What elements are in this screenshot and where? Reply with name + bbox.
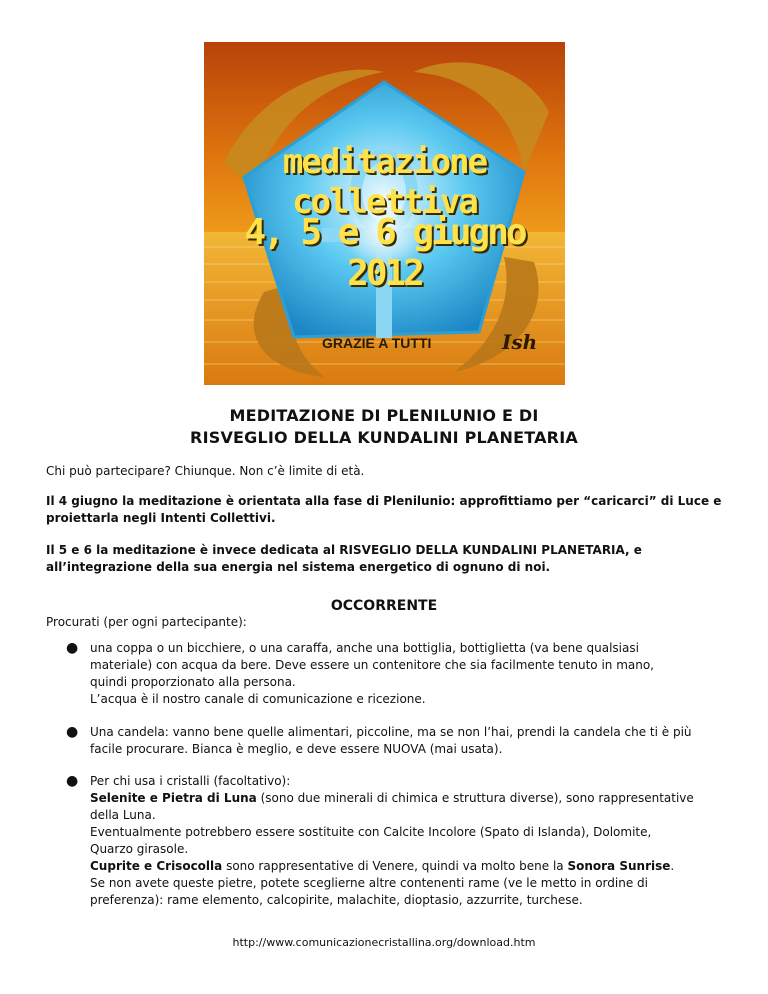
list-item-water bbox=[90, 640, 726, 708]
intro-june56 bbox=[46, 542, 726, 576]
banner-image bbox=[204, 42, 565, 385]
item3-line6-end: . bbox=[670, 859, 675, 873]
bullet-dot-2: ● bbox=[66, 724, 79, 740]
procurati-label: Procurati (per ogni partecipante): bbox=[46, 615, 247, 629]
heading-line1: MEDITAZIONE DI PLENILUNIO E DI bbox=[229, 406, 539, 425]
footer-url: http://www.comunicazionecristallina.org/download.htm bbox=[232, 936, 536, 949]
item3-sonora: Sonora Sunrise bbox=[567, 859, 671, 873]
intro-june4-line2: proiettarla negli Intenti Collettivi. bbox=[46, 511, 276, 525]
item3-cuprite: Cuprite e Crisocolla bbox=[90, 859, 223, 873]
item3-line7: Se non avete queste pietre, potete sceglierne altre contenenti rame (ve le metto in ordine di bbox=[90, 876, 648, 890]
item2-line2: facile procurare. Bianca è meglio, e deve essere NUOVA (mai usata). bbox=[90, 742, 503, 756]
banner-title-line2: 4, 5 e 6 giugno 2012 bbox=[244, 212, 525, 294]
item3-line6 bbox=[90, 858, 726, 875]
heading-line2: RISVEGLIO DELLA KUNDALINI PLANETARIA bbox=[190, 428, 578, 447]
intro-june56-line2: all’integrazione della sua energia nel sistema energetico di ognuno di noi. bbox=[46, 560, 551, 574]
banner-signature: Ish bbox=[502, 330, 538, 354]
bullet-dot-1: ● bbox=[66, 640, 79, 656]
intro-june4 bbox=[46, 493, 726, 527]
intro-who: Chi può partecipare? Chiunque. Non c’è limite di età. bbox=[46, 464, 365, 478]
banner-thanks: GRAZIE A TUTTI bbox=[322, 335, 432, 351]
item2-line1: Una candela: vanno bene quelle alimentari, piccoline, ma se non l’hai, prendi la candela che ti è più bbox=[90, 725, 692, 739]
item3-line4: Eventualmente potrebbero essere sostituite con Calcite Incolore (Spato di Islanda), Dolomite, bbox=[90, 825, 652, 839]
item3-line5: Quarzo girasole. bbox=[90, 842, 189, 856]
banner-title-line1: meditazione collettiva bbox=[282, 142, 487, 222]
item3-line1: Per chi usa i cristalli (facoltativo): bbox=[90, 774, 291, 788]
item3-line6-rest: sono rappresentative di Venere, quindi va molto bene la bbox=[222, 859, 568, 873]
item3-line2 bbox=[90, 790, 726, 807]
item3-line8: preferenza): rame elemento, calcopirite, malachite, dioptasio, azzurrite, turchese. bbox=[90, 893, 583, 907]
section-title-occorrente: OCCORRENTE bbox=[330, 598, 438, 614]
item3-line3: della Luna. bbox=[90, 808, 156, 822]
item3-line2-rest: (sono due minerali di chimica e struttura diverse), sono rappresentative bbox=[256, 791, 694, 805]
intro-june56-line1: Il 5 e 6 la meditazione è invece dedicata al RISVEGLIO DELLA KUNDALINI PLANETARIA, e bbox=[46, 543, 642, 557]
item1-line4: L’acqua è il nostro canale di comunicazione e ricezione. bbox=[90, 692, 426, 706]
list-item-candle bbox=[90, 724, 726, 758]
item1-line1: una coppa o un bicchiere, o una caraffa, anche una bottiglia, bottiglietta (va bene qualsiasi bbox=[90, 641, 639, 655]
intro-june4-line1: Il 4 giugno la meditazione è orientata alla fase di Plenilunio: approfittiamo per “caricarci” di Luce e bbox=[46, 494, 722, 508]
bullet-dot-3: ● bbox=[66, 773, 79, 789]
item3-selenite: Selenite e Pietra di Luna bbox=[90, 791, 257, 805]
item1-line3: quindi proporzionato alla persona. bbox=[90, 675, 296, 689]
list-item-crystals bbox=[90, 773, 726, 909]
item1-line2: materiale) con acqua da bere. Deve essere un contenitore che sia facilmente tenuto in mano, bbox=[90, 658, 654, 672]
